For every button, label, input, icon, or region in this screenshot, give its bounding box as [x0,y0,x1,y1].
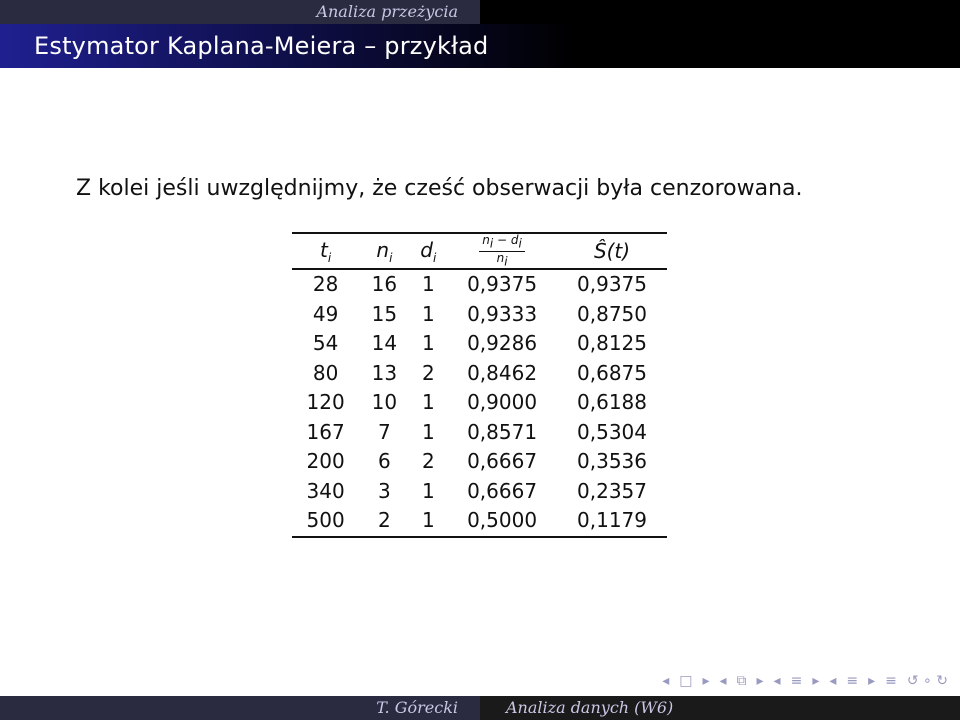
nav-next-slide-icon[interactable]: ▸ [868,673,876,689]
table-row [292,447,667,477]
cell-d: 2 [421,449,435,474]
cell-ratio: 0,9375 [467,272,538,297]
header-n: $n_i$ [376,237,393,265]
cell-d: 1 [421,508,435,533]
header-survival: Ŝ(t) [593,239,631,263]
cell-survival: 0,5304 [577,419,647,444]
intro-text: Z kolei jeśli uwzględnijmy, że cześć obserwacji była cenzorowana. [76,176,803,201]
cell-ratio: 0,6667 [467,449,538,474]
ratio-fraction: $\frac{n_i - d_i}{n_i}$ [479,234,525,268]
cell-d: 1 [421,419,435,444]
nav-section-icon[interactable]: ≡ [790,673,803,689]
table-row [292,477,667,507]
cell-survival: 0,8125 [577,331,647,356]
cell-n: 10 [371,390,398,415]
top-bar [0,0,960,24]
nav-slide-icon[interactable]: ≡ [846,673,859,689]
nav-subsection-icon[interactable]: ⧉ [736,673,747,689]
cell-ratio: 0,6667 [467,478,538,503]
cell-n: 16 [371,272,398,297]
nav-prev-frame-icon[interactable]: ◂ [662,673,670,689]
nav-prev-subsection-icon[interactable]: ◂ [719,673,727,689]
cell-survival: 0,6875 [577,360,647,385]
cell-n: 2 [378,508,391,533]
table-row [292,269,667,300]
cell-n: 14 [371,331,398,356]
footer-author[interactable]: T. Górecki [376,698,458,717]
table-row [292,359,667,389]
cell-survival: 0,6188 [577,390,647,415]
nav-prev-slide-icon[interactable]: ◂ [829,673,837,689]
cell-t: 120 [306,390,345,415]
footer-right [480,696,960,720]
top-bar-left [0,0,480,24]
table-row [292,506,667,537]
section-title[interactable]: Analiza przeżycia [316,2,458,21]
cell-survival: 0,1179 [577,508,647,533]
cell-ratio: 0,5000 [467,508,538,533]
cell-ratio: 0,8462 [467,360,538,385]
cell-ratio: 0,9333 [467,301,538,326]
cell-n: 15 [371,301,398,326]
table-row [292,418,667,448]
nav-frame-icon[interactable]: □ [679,673,693,689]
cell-d: 1 [421,478,435,503]
cell-survival: 0,2357 [577,478,647,503]
cell-d: 1 [421,390,435,415]
cell-d: 1 [421,301,435,326]
frame-title: Estymator Kaplana-Meiera – przykład [34,32,489,60]
cell-t: 54 [312,331,339,356]
table-body [292,269,667,537]
cell-t: 340 [306,478,345,503]
cell-t: 500 [306,508,345,533]
table-row [292,300,667,330]
cell-ratio: 0,8571 [467,419,538,444]
cell-n: 3 [378,478,391,503]
cell-survival: 0,9375 [577,272,647,297]
cell-ratio: 0,9286 [467,331,538,356]
cell-ratio: 0,9000 [467,390,538,415]
nav-next-section-icon[interactable]: ▸ [812,673,820,689]
cell-t: 28 [312,272,339,297]
cell-t: 167 [306,419,345,444]
nav-document-icon[interactable]: ≡ [885,673,897,689]
top-bar-right [480,0,960,24]
cell-t: 49 [312,301,339,326]
navigation-bar [590,670,960,692]
footer-bar [0,696,960,720]
footer-left [0,696,480,720]
cell-survival: 0,3536 [577,449,647,474]
cell-d: 2 [421,360,435,385]
cell-survival: 0,8750 [577,301,647,326]
nav-next-frame-icon[interactable]: ▸ [702,673,710,689]
frame-title-bar [0,24,960,68]
cell-n: 7 [378,419,391,444]
footer-course[interactable]: Analiza danych (W6) [506,698,674,717]
header-t: $t_i$ [320,237,332,265]
cell-n: 6 [378,449,391,474]
cell-n: 13 [371,360,398,385]
nav-next-subsection-icon[interactable]: ▸ [756,673,764,689]
cell-d: 1 [421,331,435,356]
table-header-row [292,233,667,269]
nav-search-icon[interactable]: ↺ ∘ ↻ [906,673,948,689]
kaplan-meier-table [292,232,667,538]
table-row [292,329,667,359]
nav-prev-section-icon[interactable]: ◂ [773,673,781,689]
header-d: $d_i$ [420,237,437,265]
header-ratio [447,233,557,269]
table-row [292,388,667,418]
cell-t: 80 [312,360,339,385]
cell-t: 200 [306,449,345,474]
cell-d: 1 [421,272,435,297]
